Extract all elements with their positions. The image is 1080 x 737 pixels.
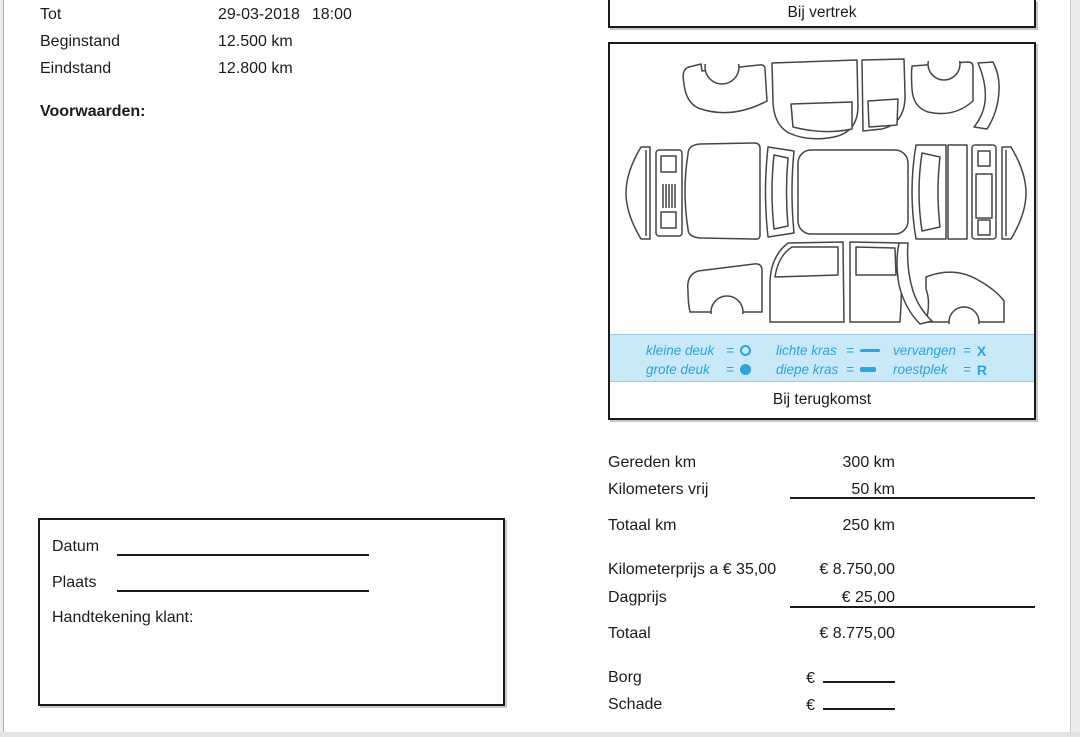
car-right-side-panels [688, 242, 1004, 334]
plaats-label: Plaats [52, 574, 97, 591]
light-scratch-symbol [860, 349, 880, 352]
page-edge-bottom [0, 732, 1080, 737]
small-dent-symbol [740, 345, 751, 356]
subtotal-line-km [790, 497, 1035, 499]
datum-label: Datum [52, 538, 100, 555]
bij-terugkomst-title: Bij terugkomst [772, 391, 872, 408]
bij-vertrek-box [608, 0, 1036, 28]
beginstand-value: 12.500 km [218, 33, 293, 50]
subtotal-line-price [790, 606, 1035, 608]
deep-scratch-symbol [860, 367, 876, 372]
signature-box [38, 518, 505, 706]
handtekening-label: Handtekening klant: [52, 609, 194, 626]
signature-area[interactable] [52, 630, 491, 696]
legend-item-grote-deuk: grote deuk = [646, 360, 751, 379]
voorwaarden-heading: Voorwaarden: [40, 103, 146, 120]
damage-diagram-box [608, 42, 1036, 420]
billing-row-borg: Borg € [608, 668, 895, 688]
tot-value: 29-03-2018 18:00 [218, 6, 352, 23]
page-edge-left [0, 0, 4, 737]
rust-spot-symbol: R [976, 361, 988, 378]
car-left-side-panels [683, 44, 999, 139]
schade-blank-field[interactable] [823, 695, 895, 710]
big-dent-symbol [740, 364, 751, 375]
billing-row-dagprijs: Dagprijs € 25,00 [608, 589, 895, 606]
datum-blank-field[interactable] [117, 554, 369, 556]
eindstand-value: 12.800 km [218, 60, 293, 77]
bij-vertrek-title: Bij vertrek [787, 4, 857, 21]
billing-row-schade: Schade € [608, 695, 895, 715]
car-damage-diagram-image [610, 44, 1034, 334]
scrollbar-track[interactable] [1070, 0, 1080, 737]
replaced-symbol: X [976, 342, 987, 359]
legend-item-vervangen: vervangen = X [893, 342, 987, 359]
tot-label: Tot [40, 6, 62, 23]
damage-legend [610, 334, 1034, 382]
billing-row-kilometerprijs: Kilometerprijs a € 35,00 € 8.750,00 [608, 561, 895, 578]
legend-item-kleine-deuk: kleine deuk = [646, 341, 751, 360]
billing-row-totaal-km: Totaal km 250 km [608, 517, 895, 534]
car-plan-view [626, 143, 1026, 239]
legend-item-diepe-kras: diepe kras = [776, 360, 880, 379]
billing-row-vrij: Kilometers vrij 50 km [608, 481, 895, 498]
plaats-blank-field[interactable] [117, 590, 369, 592]
billing-row-gereden: Gereden km 300 km [608, 454, 895, 471]
legend-item-roestplek: roestplek = R [893, 361, 988, 378]
beginstand-label: Beginstand [40, 33, 121, 50]
billing-row-totaal: Totaal € 8.775,00 [608, 625, 895, 642]
borg-blank-field[interactable] [823, 668, 895, 683]
eindstand-label: Eindstand [40, 60, 112, 77]
legend-item-lichte-kras: lichte kras = [776, 341, 880, 360]
